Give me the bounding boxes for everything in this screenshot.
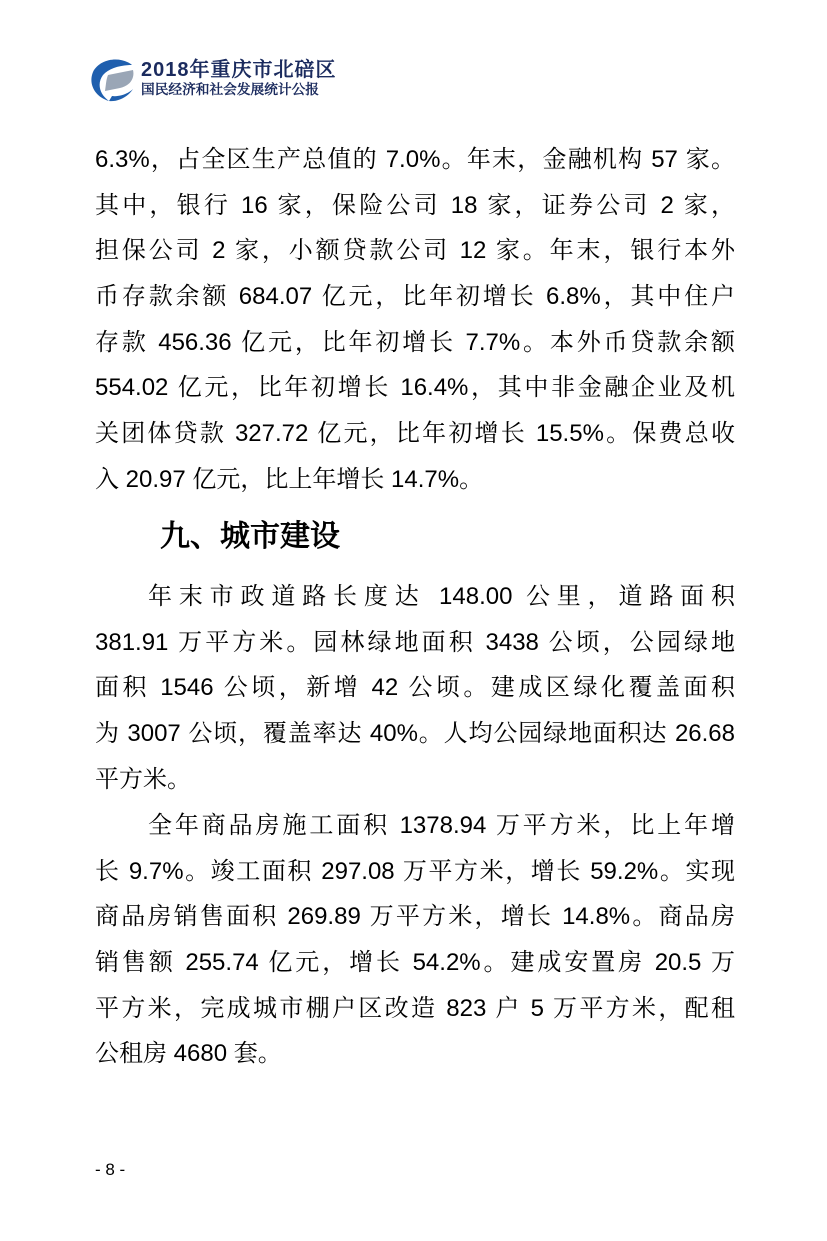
paragraph-finance (95, 137, 735, 503)
text-line: 销售额 255.74 亿元，增长 54.2%。建成安置房 20.5 万 (95, 949, 735, 977)
text-line: 存款 456.36 亿元，比年初增长 7.7%。本外币贷款余额 (95, 328, 735, 356)
text-line: 全年商品房施工面积 1378.94 万平方米，比上年增 (148, 812, 735, 839)
statistics-logo-icon (88, 56, 138, 102)
text-line: 面积 1546 公顷，新增 42 公顷。建成区绿化覆盖面积 (95, 674, 735, 702)
page-number: - 8 - (95, 1160, 126, 1179)
text-line: 6.3%，占全区生产总值的 7.0%。年末，金融机构 57 家。 (95, 146, 735, 173)
text-line: 公租房 4680 套。 (95, 1040, 282, 1068)
text-line: 商品房销售面积 269.89 万平方米，增长 14.8%。商品房 (95, 903, 735, 931)
text-line: 其中，银行 16 家，保险公司 18 家，证券公司 2 家， (95, 191, 735, 219)
text-line: 币存款余额 684.07 亿元，比年初增长 6.8%，其中住户 (95, 283, 735, 311)
section-heading: 九、城市建设 (160, 520, 340, 553)
text-line: 关团体贷款 327.72 亿元，比年初增长 15.5%。保费总收 (95, 420, 735, 448)
text-line: 入 20.97 亿元，比上年增长 14.7%。 (95, 465, 484, 493)
report-subtitle: 国民经济和社会发展统计公报 (141, 82, 319, 97)
text-line: 381.91 万平方米。园林绿地面积 3438 公顷，公园绿地 (95, 628, 735, 656)
paragraph-housing (95, 803, 735, 1077)
text-line: 平方米，完成城市棚户区改造 823 户 5 万平方米，配租 (95, 994, 735, 1022)
text-line: 为 3007 公顷，覆盖率达 40%。人均公园绿地面积达 26.68 (95, 720, 735, 748)
text-line: 平方米。 (95, 765, 191, 793)
text-line: 554.02 亿元，比年初增长 16.4%，其中非金融企业及机 (95, 374, 735, 402)
report-title: 2018年重庆市北碚区 (141, 59, 337, 81)
text-line: 年末市政道路长度达 148.00 公里，道路面积 (148, 583, 735, 610)
paragraph-urban-roads-greenery (95, 574, 735, 802)
text-line: 担保公司 2 家，小额贷款公司 12 家。年末，银行本外 (95, 237, 735, 265)
text-line: 长 9.7%。竣工面积 297.08 万平方米，增长 59.2%。实现 (95, 857, 735, 885)
